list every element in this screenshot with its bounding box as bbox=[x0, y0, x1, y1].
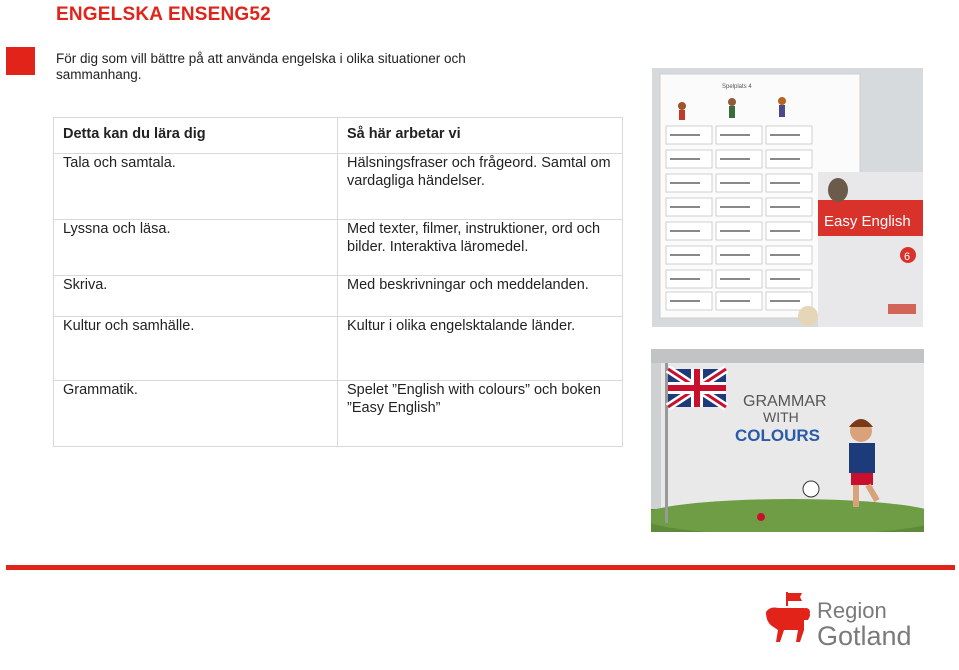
dice bbox=[798, 306, 818, 326]
logo-line-region: Region bbox=[817, 598, 887, 623]
box-title-line1: GRAMMAR bbox=[743, 393, 827, 410]
method-cell: Med beskrivningar och meddelanden. bbox=[338, 276, 623, 317]
intro-text: För dig som vill bättre på att använda engelska i olika situationer och sammanhang. bbox=[56, 51, 466, 82]
gotland-ram-icon bbox=[766, 592, 810, 642]
method-cell: Spelet ”English with colours” och boken ”Easy English” bbox=[338, 381, 623, 447]
logo-text bbox=[817, 600, 912, 650]
method-cell: Kultur i olika engelsktalande länder. bbox=[338, 317, 623, 381]
box-title-line2: WITH bbox=[763, 409, 799, 425]
table-row bbox=[54, 317, 623, 381]
easy-english-book bbox=[818, 172, 923, 327]
skills-table bbox=[53, 117, 623, 447]
book-number: 6 bbox=[904, 251, 911, 263]
skill-cell: Grammatik. bbox=[54, 381, 338, 447]
football bbox=[803, 481, 819, 497]
game-board-title: Spelplats 4 bbox=[722, 84, 752, 90]
method-cell: Hälsningsfraser och frågeord. Samtal om vardagliga händelser. bbox=[338, 154, 623, 220]
table-row bbox=[54, 381, 623, 447]
table-row bbox=[54, 154, 623, 220]
table-header-row bbox=[54, 118, 623, 154]
column-header-method: Så här arbetar vi bbox=[338, 118, 623, 154]
table-row bbox=[54, 220, 623, 276]
skill-cell: Tala och samtala. bbox=[54, 154, 338, 220]
logo-line-gotland: Gotland bbox=[817, 621, 912, 651]
column-header-skill: Detta kan du lära dig bbox=[54, 118, 338, 154]
grammar-game-photo bbox=[651, 349, 924, 532]
publisher-mark bbox=[757, 513, 765, 521]
red-accent-square bbox=[6, 47, 35, 75]
method-cell: Med texter, filmer, instruktioner, ord och bilder. Interaktiva läromedel. bbox=[338, 220, 623, 276]
bottom-red-bar bbox=[6, 565, 955, 570]
book-title: Easy English bbox=[824, 213, 911, 230]
skill-cell: Skriva. bbox=[54, 276, 338, 317]
skill-cell: Lyssna och läsa. bbox=[54, 220, 338, 276]
page-title: ENGELSKA ENSENG52 bbox=[56, 4, 271, 25]
skill-cell: Kultur och samhälle. bbox=[54, 317, 338, 381]
box-title-line3: COLOURS bbox=[735, 426, 820, 445]
game-board-photo bbox=[652, 68, 923, 327]
table-row bbox=[54, 276, 623, 317]
